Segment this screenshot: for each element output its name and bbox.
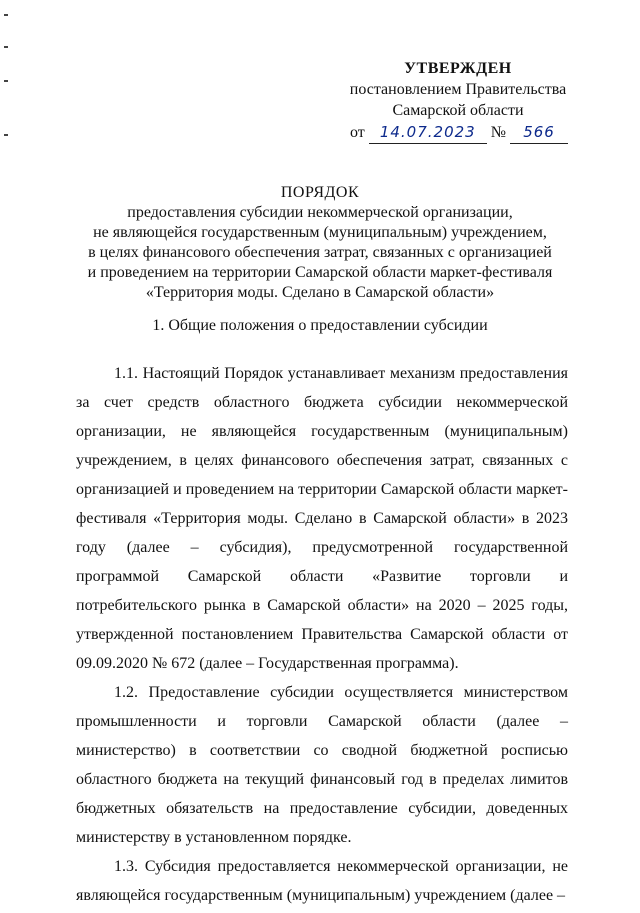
handwritten-number: 566: [510, 122, 568, 144]
approval-date-line: [338, 122, 578, 144]
document-title-block: [60, 183, 580, 303]
date-prefix: от: [350, 124, 365, 141]
approval-line-1: постановлением Правительства: [349, 81, 567, 98]
approval-title: УТВЕРЖДЕН: [404, 60, 512, 77]
scan-edge-mark: [4, 80, 8, 82]
approval-line-2: Самарской области: [392, 102, 524, 119]
document-body: [76, 359, 568, 910]
document-subtitle-line: «Территория моды. Сделано в Самарской области»: [145, 284, 495, 301]
document-subtitle-line: предоставления субсидии некоммерческой организации,: [127, 204, 513, 221]
document-subtitle-line: и проведением на территории Самарской области маркет-фестиваля: [87, 264, 553, 281]
paragraph-1-2: 1.2. Предоставление субсидии осуществляется министерством промышленности и торговли Самарской области (далее – министерство) в соответствии со сводной бюджетной росписью областного бюджета на текущий финансовый год в пределах лимитов бюджетных обязательств на предоставление субсидии, доведенных министерству в установленном порядке.: [76, 684, 568, 846]
number-prefix: №: [490, 124, 507, 141]
scan-edge-mark: [4, 46, 8, 48]
paragraph-1-3: 1.3. Субсидия предоставляется некоммерческой организации, не являющейся государственным (муниципальным) учреждением (далее –: [76, 858, 568, 904]
approval-stamp: [338, 58, 578, 144]
document-subtitle-line: не являющейся государственным (муниципальным) учреждением,: [93, 224, 547, 241]
document-title: ПОРЯДОК: [280, 184, 360, 201]
handwritten-date: 14.07.2023: [369, 122, 487, 144]
paragraph-1-1: 1.1. Настоящий Порядок устанавливает механизм предоставления за счет средств областного бюджета субсидии некоммерческой организации, не являющейся государственным (муниципальным) учреждением, в целях финансового обеспечения затрат, связанных с организацией и проведением на территории Самарской области маркет-фестиваля «Территория моды. Сделано в Самарской области» в 2023 году (далее – субсидия), предусмотренной государственной программой Самарской области «Развитие торговли и потребительского рынка в Самарской области» на 2020 – 2025 годы, утвержденной постановлением Правительства Самарской области от 09.09.2020 № 672 (далее – Государственная программа).: [76, 365, 568, 672]
section-heading: 1. Общие положения о предоставлении субсидии: [152, 317, 488, 334]
scan-edge-mark: [4, 134, 8, 136]
document-subtitle-line: в целях финансового обеспечения затрат, связанных с организацией: [88, 244, 552, 261]
scan-edge-mark: [4, 14, 8, 16]
